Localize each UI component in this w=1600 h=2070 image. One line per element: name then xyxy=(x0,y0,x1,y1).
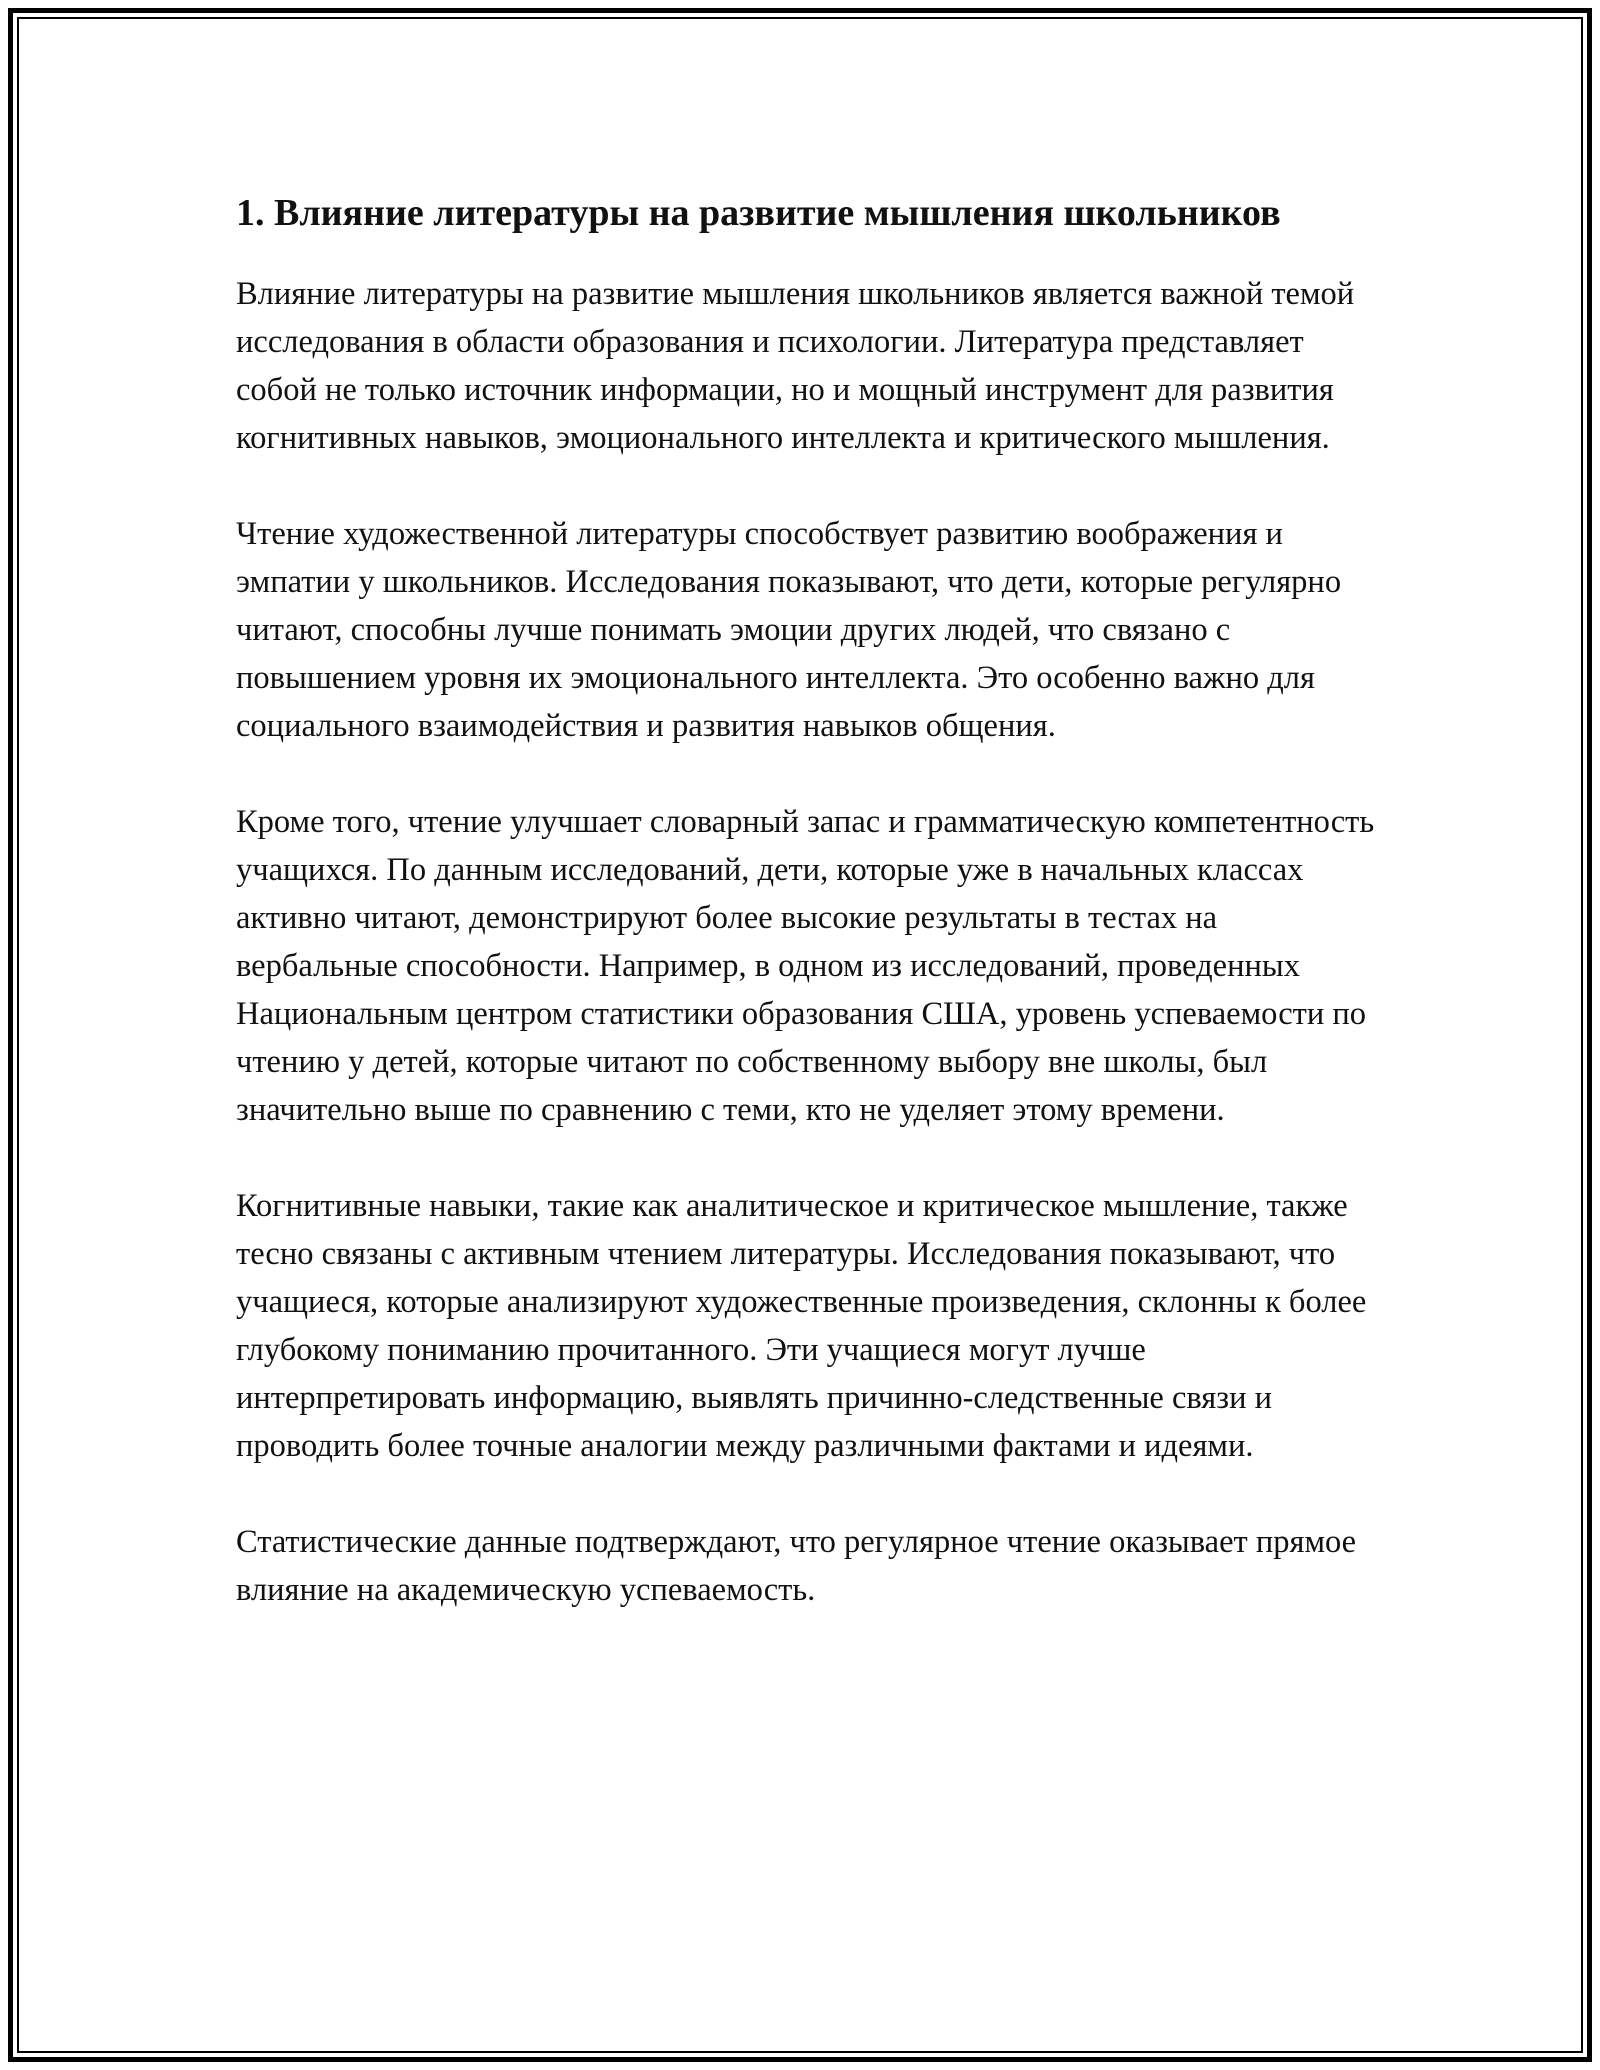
paragraph-2: Чтение художественной литературы способствует развитию воображения и эмпатии у школьников. Исследования показывают, что дети, которые регулярно читают, способны лучше понимать эмоции других людей, что связано с повышением уровня их эмоционального интеллекта. Это особенно важно для социального взаимодействия и развития навыков общения. xyxy=(236,516,1342,744)
paragraph-3: Кроме того, чтение улучшает словарный запас и грамматическую компетентность учащихся. По данным исследований, дети, которые уже в начальных классах активно читают, демонстрируют более высокие результаты в тестах на вербальные способности. Например, в одном из исследований, проведенных Национальным центром статистики образования США, уровень успеваемости по чтению у детей, которые читают по собственному выбору вне школы, был значительно выше по сравнению с теми, кто не уделяет этому времени. xyxy=(236,804,1375,1128)
paragraph-1: Влияние литературы на развитие мышления школьников является важной темой исследования в области образования и психологии. Литература представляет собой не только источник информации, но и мощный инструмент для развития когнитивных навыков, эмоционального интеллекта и критического мышления. xyxy=(236,276,1355,456)
paragraph-5: Статистические данные подтверждают, что регулярное чтение оказывает прямое влияние на академическую успеваемость. xyxy=(236,1524,1357,1608)
section-heading: 1. Влияние литературы на развитие мышления школьников xyxy=(236,192,1281,234)
paragraph-4: Когнитивные навыки, такие как аналитическое и критическое мышление, также тесно связаны с активным чтением литературы. Исследования показывают, что учащиеся, которые анализируют художественные произведения, склонны к более глубокому пониманию прочитанного. Эти учащиеся могут лучше интерпретировать информацию, выявлять причинно-следственные связи и проводить более точные аналогии между различными фактами и идеями. xyxy=(236,1188,1367,1464)
document-body xyxy=(236,188,1376,1662)
